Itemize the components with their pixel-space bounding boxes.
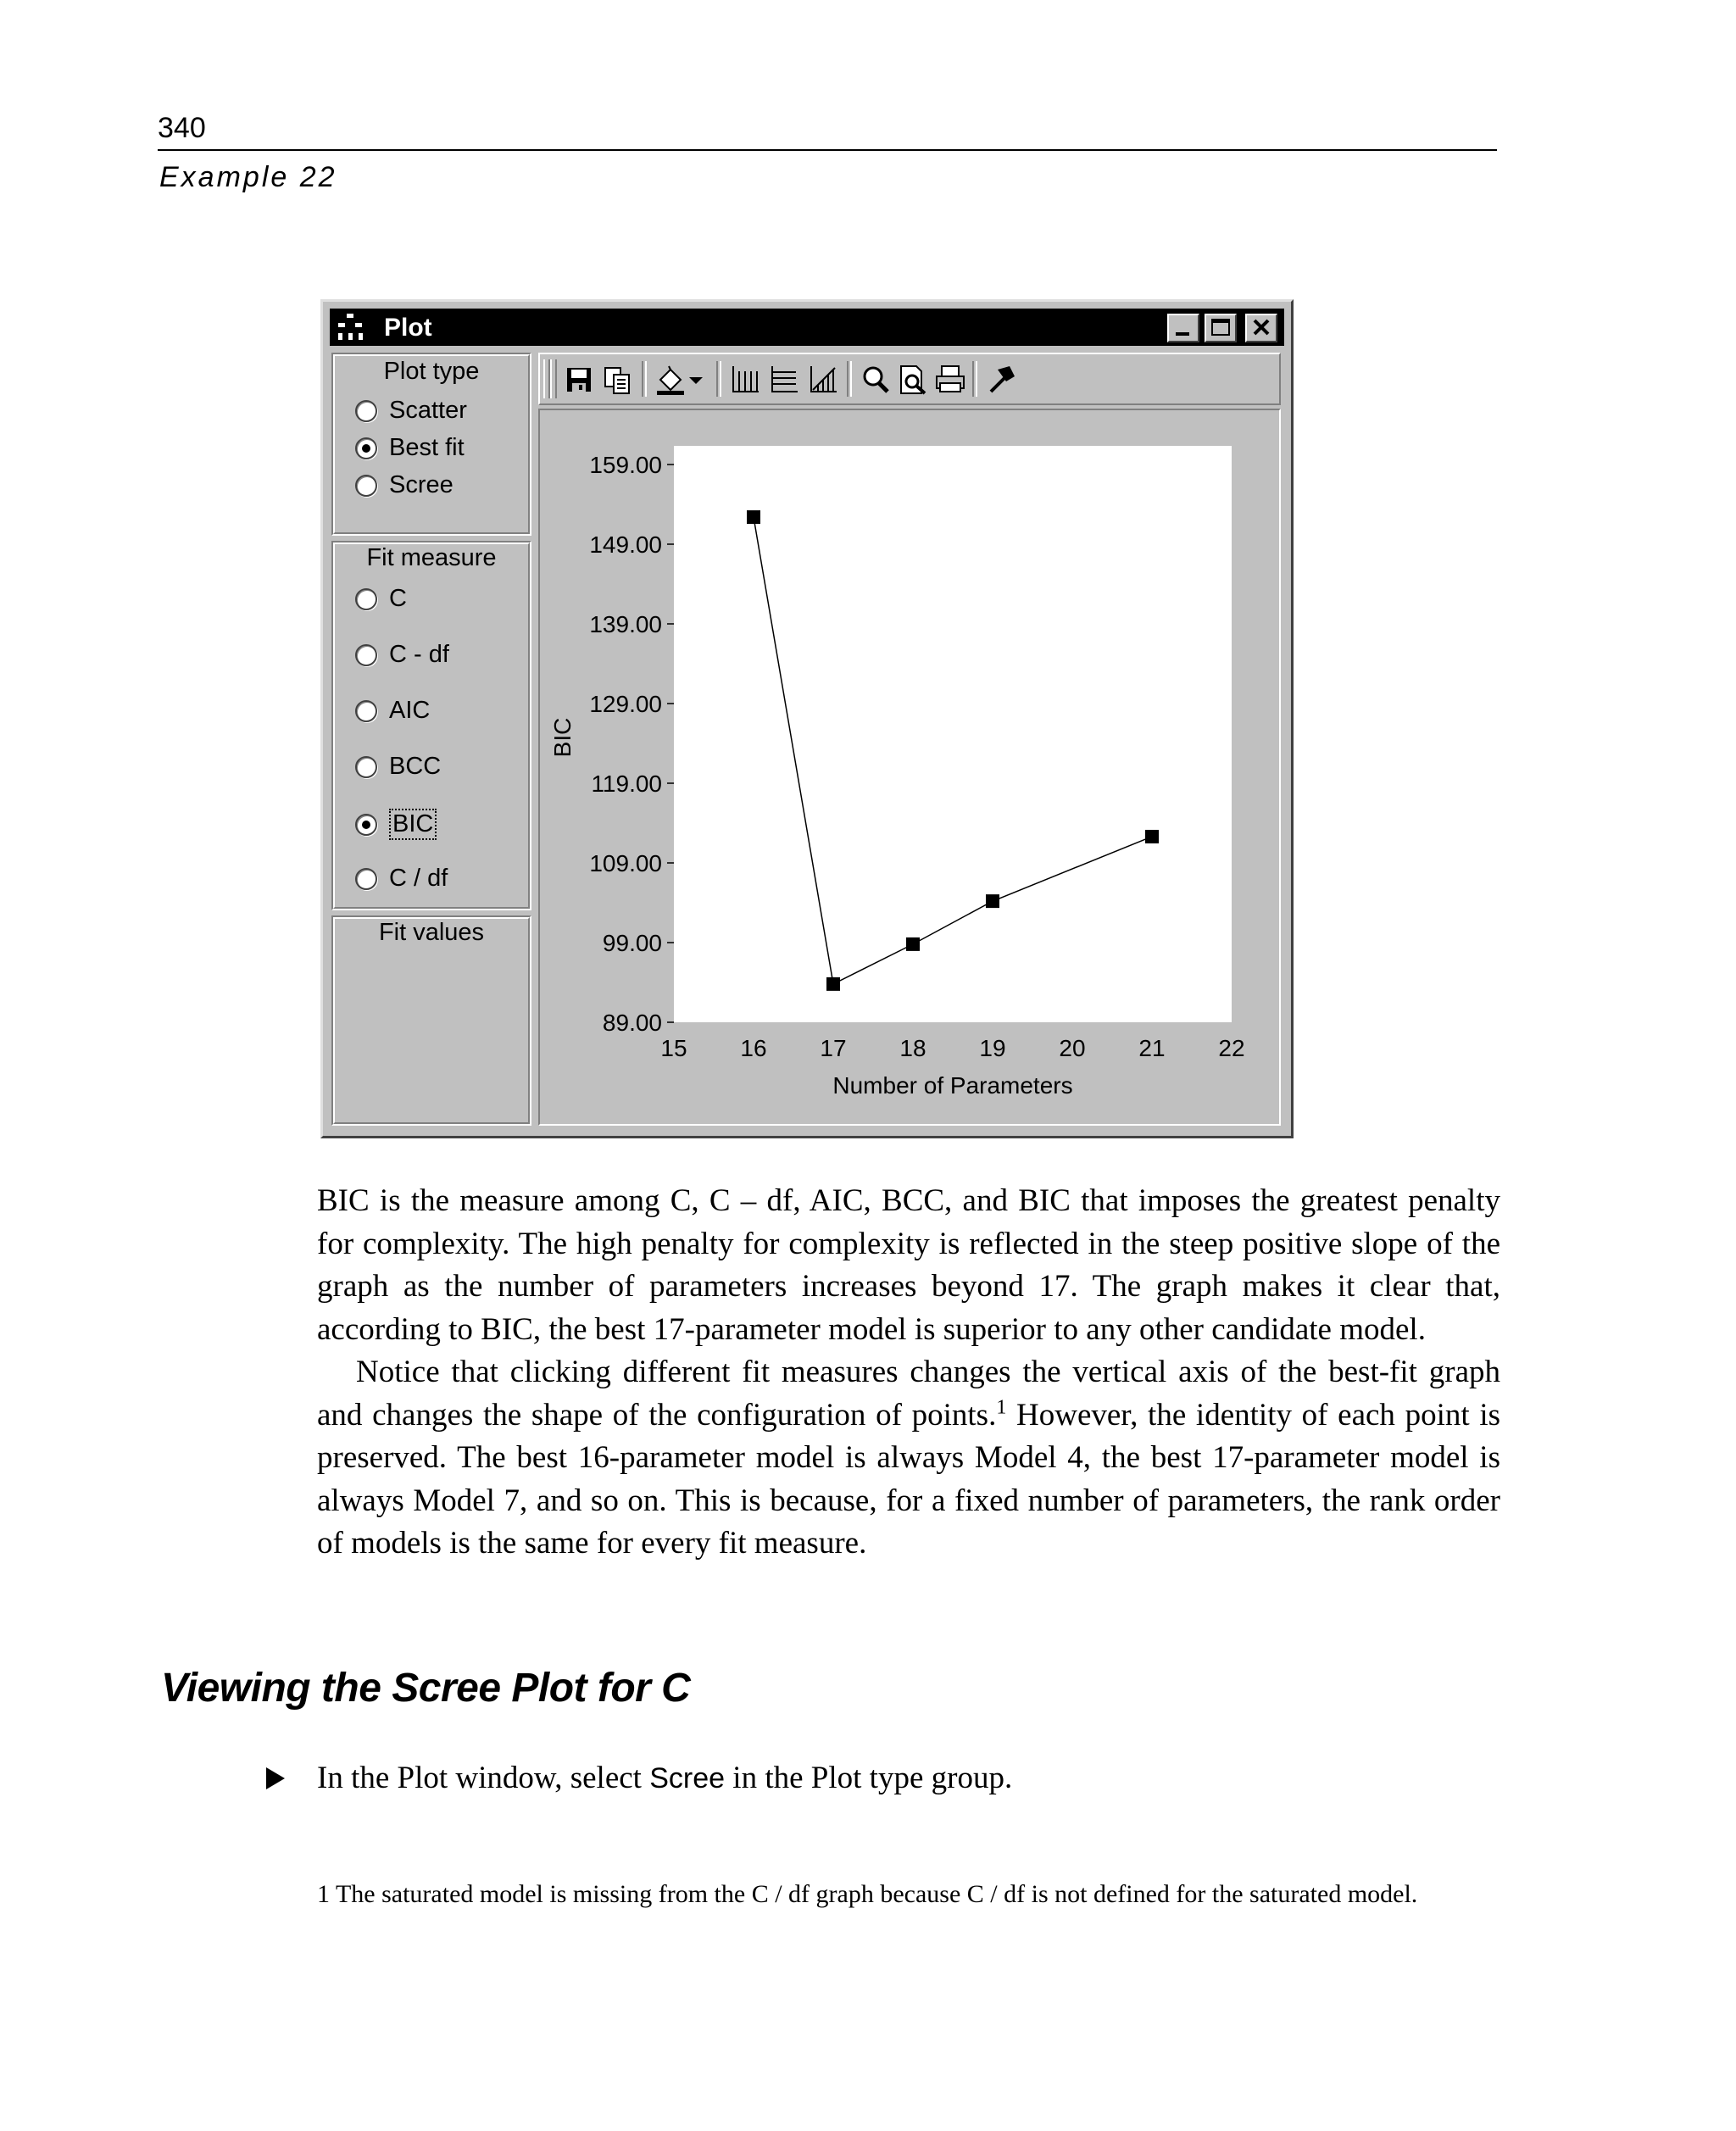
paragraph-1: BIC is the measure among C, C – df, AIC, BCC, and BIC that imposes the greatest penalty for complexity. The high penalty for complexity is reflected in the steep positive slope of the graph as the number of parameters increases beyond 17. The graph makes it clear that, according to BIC, the best 17-parameter model is superior to any other candidate model. — [317, 1183, 1500, 1347]
step-text: In the Plot window, select Scree in the Plot type group. — [317, 1761, 1013, 1795]
bic-line-chart — [540, 410, 1279, 1124]
toolbar-grip[interactable] — [550, 359, 557, 398]
radio-button-icon — [355, 644, 377, 666]
data-point-marker — [986, 894, 999, 908]
close-icon — [1247, 315, 1276, 341]
plot-type-title: Plot type — [383, 358, 480, 385]
bar-grid-icon[interactable] — [728, 363, 762, 397]
x-tick-label: 19 — [979, 1035, 1006, 1061]
radio-button-icon — [355, 868, 377, 890]
fit-values-group — [331, 915, 531, 1126]
y-tick-label: 139.00 — [589, 611, 662, 637]
radio-button-selected-icon — [355, 437, 377, 459]
header-rule — [158, 149, 1497, 151]
x-tick-label: 18 — [899, 1035, 926, 1061]
toolbar-separator — [847, 361, 852, 397]
y-tick-label: 89.00 — [602, 1010, 662, 1036]
radio-button-icon — [355, 400, 377, 422]
copy-icon[interactable] — [601, 363, 635, 397]
radio-label: BCC — [389, 753, 442, 780]
fill-color-icon[interactable] — [654, 363, 687, 397]
footnote-marker: 1 — [996, 1396, 1007, 1419]
print-preview-icon[interactable] — [896, 363, 930, 397]
radio-scree[interactable] — [355, 471, 453, 499]
radio-label: Best fit — [389, 434, 465, 461]
plot-window — [320, 299, 1294, 1138]
radio-scatter[interactable] — [355, 397, 467, 425]
x-tick-label: 20 — [1059, 1035, 1086, 1061]
x-axis-label: Number of Parameters — [832, 1072, 1073, 1099]
close-button[interactable] — [1245, 314, 1277, 342]
y-tick-label: 99.00 — [602, 930, 662, 956]
radio-bcc[interactable] — [355, 753, 441, 781]
x-tick-label: 21 — [1138, 1035, 1166, 1061]
maximize-button[interactable] — [1205, 314, 1237, 342]
toolbar-separator — [716, 361, 721, 397]
maximize-icon — [1206, 315, 1235, 341]
radio-label: C - df — [389, 641, 449, 668]
footnote: 1 The saturated model is missing from the C / df graph because C / df is not defined for the saturated model. — [317, 1880, 1418, 1908]
toolbar-separator — [642, 361, 647, 397]
toolbar-separator — [972, 361, 977, 397]
x-tick-label: 22 — [1218, 1035, 1245, 1061]
running-head: Example 22 — [159, 161, 337, 193]
y-tick-label: 119.00 — [591, 771, 662, 797]
data-point-marker — [906, 938, 920, 951]
plot-type-group — [331, 353, 531, 536]
radio-label: C / df — [389, 865, 448, 892]
plot-background — [674, 446, 1232, 1022]
radio-label: Scree — [389, 471, 453, 498]
radio-c-minus-df[interactable] — [355, 641, 449, 669]
radio-button-icon — [355, 756, 377, 778]
toolbar-grip[interactable] — [543, 359, 550, 398]
title-bar[interactable] — [330, 309, 1284, 346]
radio-label: C — [389, 585, 407, 612]
plot-app-icon — [337, 312, 367, 342]
paragraph-2: Notice that clicking different fit measures changes the vertical axis of the best-fit graph and changes the shape of the configuration of points.$^1$ However, the identity of each point is preserved. The best 16-parameter model is always Model 4, the best 17-parameter model is always Model 7, and so on. This is because, for a fixed number of parameters, the rank order of models is the same for every fit measure. — [317, 1355, 1500, 1561]
section-heading: Viewing the Scree Plot for C — [161, 1666, 691, 1711]
y-axis-label: BIC — [549, 717, 576, 758]
radio-label: AIC — [389, 697, 431, 724]
regression-icon[interactable] — [806, 363, 840, 397]
properties-hammer-icon[interactable] — [984, 363, 1018, 397]
procedure-step — [268, 1760, 1012, 1796]
data-point-marker — [1145, 830, 1159, 843]
x-tick-label: 15 — [660, 1035, 687, 1061]
radio-bic[interactable] — [355, 809, 437, 840]
y-tick-label: 129.00 — [589, 691, 662, 717]
save-icon[interactable] — [562, 363, 596, 397]
radio-c-over-df[interactable] — [355, 865, 448, 893]
radio-best-fit[interactable] — [355, 434, 465, 462]
step-triangle-icon — [266, 1767, 285, 1789]
line-grid-icon[interactable] — [767, 363, 801, 397]
window-title: Plot — [384, 314, 432, 342]
print-icon[interactable] — [933, 363, 967, 397]
minimize-icon — [1169, 315, 1198, 341]
y-tick-label: 159.00 — [589, 452, 662, 478]
minimize-button[interactable] — [1167, 314, 1199, 342]
radio-label: BIC — [389, 809, 437, 840]
radio-label: Scatter — [389, 397, 467, 424]
plot-toolbar — [538, 353, 1281, 405]
radio-c[interactable] — [355, 585, 407, 613]
x-tick-label: 16 — [740, 1035, 767, 1061]
dropdown-arrow-icon[interactable] — [686, 363, 706, 397]
fit-values-title: Fit values — [378, 919, 485, 946]
radio-aic[interactable] — [355, 697, 430, 725]
y-tick-label: 109.00 — [589, 850, 662, 876]
radio-button-selected-icon — [355, 814, 377, 836]
radio-button-icon — [355, 588, 377, 610]
plot-area — [538, 409, 1281, 1126]
data-point-marker — [826, 977, 840, 991]
y-tick-label: 149.00 — [589, 531, 662, 558]
x-tick-label: 17 — [820, 1035, 847, 1061]
radio-button-icon — [355, 700, 377, 722]
page-number: 340 — [158, 112, 206, 144]
fit-measure-title: Fit measure — [366, 544, 497, 571]
fit-measure-group — [331, 541, 531, 910]
radio-button-icon — [355, 475, 377, 497]
body-text — [317, 1180, 1500, 1566]
zoom-icon[interactable] — [859, 363, 893, 397]
data-point-marker — [747, 510, 760, 524]
